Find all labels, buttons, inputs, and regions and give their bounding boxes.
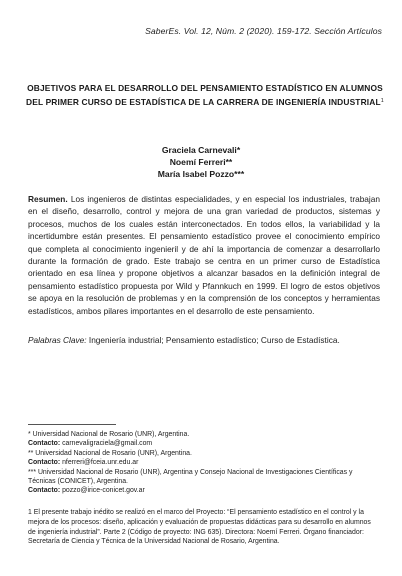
author-name: María Isabel Pozzo*** xyxy=(157,169,245,180)
project-footnote: 1 El presente trabajo inédito se realizó en el marco del Proyecto: “El pensamiento estadístico en el control y la mejora de los procesos: diseño, aplicación y evaluación de propuestas didácticas para su desarrollo en alumnos de ingeniería industrial”. Parte 2 (Código de proyecto: ING 635). Directora: Noemí Ferreri. Órgano financiador: Secretaría de Ciencia y Técnica de la Universidad Nacional de Rosario, Argentina. xyxy=(28,509,371,546)
contact-email: carnevaligraciela@gmail.com xyxy=(60,440,153,448)
contact-line xyxy=(28,439,380,448)
author-name: Graciela Carnevali* xyxy=(161,145,241,155)
running-header: SaberEs. Vol. 12, Núm. 2 (2020). 159-172. Sección Artículos xyxy=(145,26,382,36)
affiliation-note: * Universidad Nacional de Rosario (UNR), Argentina. xyxy=(28,431,190,438)
keywords-label: Palabras Clave: xyxy=(28,335,87,345)
contact-email: nferreri@fceia.unr.edu.ar xyxy=(60,459,139,467)
abstract xyxy=(28,193,380,317)
affiliation-note: ** Universidad Nacional de Rosario (UNR), Argentina. xyxy=(28,449,192,457)
keywords xyxy=(28,334,380,346)
abstract-text: Los ingenieros de distintas especialidades, y en especial los industriales, trabajan en el diseño, desarrollo, control y mejora de una gran variedad de productos, sistemas y procesos, muchos de los cuales están interconectados. En todos ellos, la variabilidad y la incertidumbre están presentes. El pensamiento estadístico provee el conocimiento empírico que completa al conocimiento ingenieril y de ahí la importancia de comenzar a desarrollarlo durante la formación de grado. Este trabajo se centra en un primer curso de Estadística orientado en esa línea y propone objetivos a alcanzar basados en la definición integral de pensamiento estadístico propuesta por Wild y Pfannkuch en 1999. El logro de estos objetivos se apoya en la resolución de problemas y en la comprensión de los conceptos y herramientas estadísticos, ambos pilares importantes en el desarrollo de este pensamiento. xyxy=(28,194,380,316)
contact-label: Contacto: xyxy=(28,487,61,495)
title-footnote-marker: 1 xyxy=(380,98,384,104)
contact-email: pozzo@irice-conicet.gov.ar xyxy=(60,487,145,495)
abstract-label: Resumen. xyxy=(28,194,68,204)
contact-label: Contacto: xyxy=(28,459,61,467)
keywords-text: Ingeniería industrial; Pensamiento estadístico; Curso de Estadística. xyxy=(86,335,340,345)
article-title-text: OBJETIVOS PARA EL DESARROLLO DEL PENSAMIENTO ESTADÍSTICO EN ALUMNOS DEL PRIMER CURSO DE ESTADÍSTICA DE LA CARRERA DE INGENIERÍA INDUSTRIAL xyxy=(26,83,383,107)
contact-line xyxy=(28,458,380,467)
author-name: Noemí Ferreri** xyxy=(169,157,233,168)
contact-line xyxy=(28,486,380,495)
author-footnotes xyxy=(28,430,380,496)
affiliation-note: *** Universidad Nacional de Rosario (UNR), Argentina y Consejo Nacional de Investigaciones Científicas y Técnicas (CONICET), Argentina. xyxy=(28,468,353,486)
article-title xyxy=(26,82,384,109)
contact-label: Contacto: xyxy=(28,440,61,448)
author-list xyxy=(0,144,402,181)
footnote-divider xyxy=(28,424,116,425)
